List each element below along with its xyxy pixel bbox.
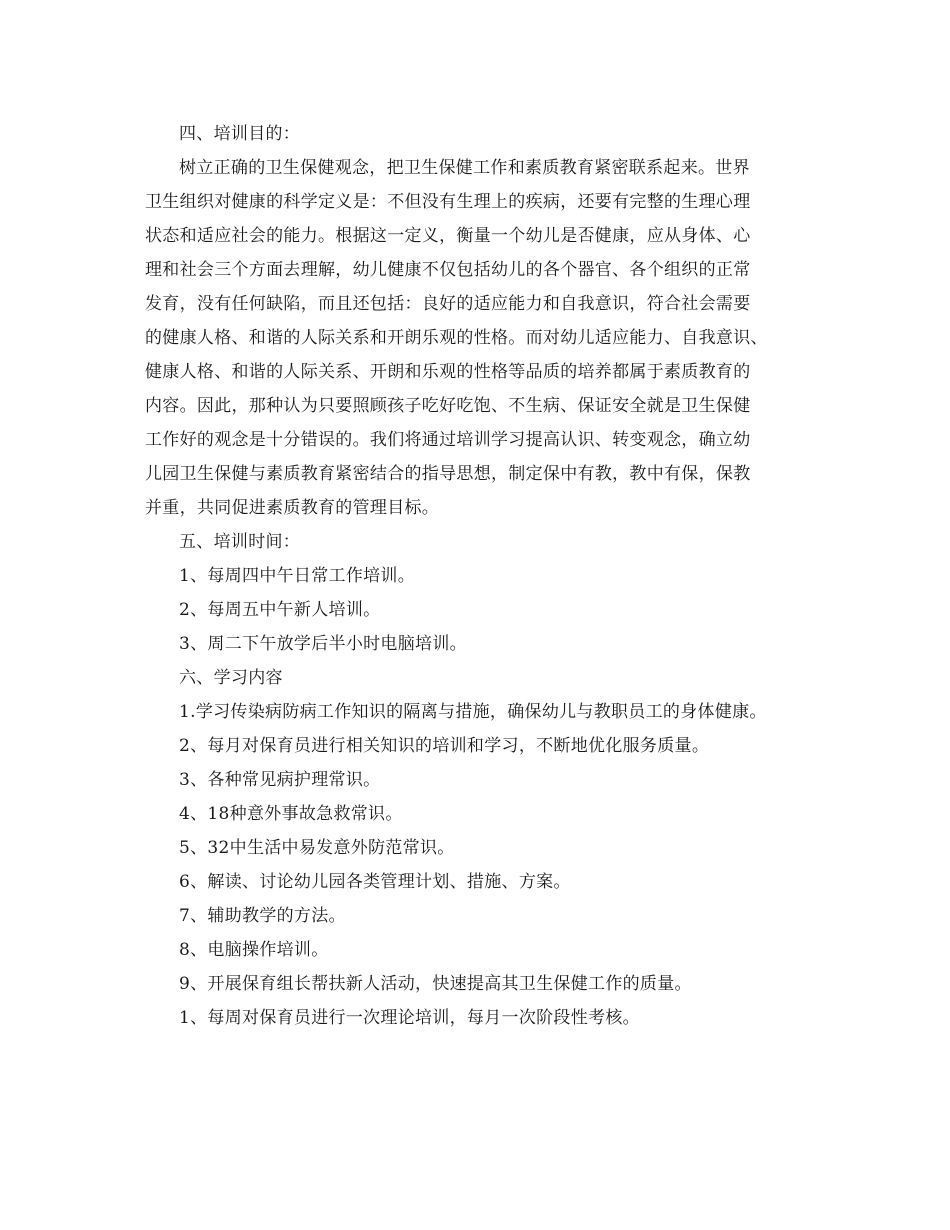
paragraph-line: 内容。因此，那种认为只要照顾孩子吃好吃饱、不生病、保证安全就是卫生保健: [145, 396, 751, 416]
list-item: 3、周二下午放学后半小时电脑培训。: [179, 634, 467, 654]
list-item: 3、各种常见病护理常识。: [179, 770, 381, 790]
paragraph-line: 并重，共同促进素质教育的管理目标。: [145, 498, 440, 518]
list-item: 2、每月对保育员进行相关知识的培训和学习，不断地优化服务质量。: [179, 736, 710, 756]
list-item: 6、解读、讨论幼儿园各类管理计划、措施、方案。: [179, 872, 571, 892]
list-item: 7、辅助教学的方法。: [179, 906, 346, 926]
list-item: 5、32中生活中易发意外防范常识。: [179, 838, 455, 858]
list-item: 8、电脑操作培训。: [179, 940, 329, 960]
paragraph-line: 的健康人格、和谐的人际关系和开朗乐观的性格。而对幼儿适应能力、自我意识、: [145, 328, 768, 348]
list-item: 1、每周四中午日常工作培训。: [179, 566, 416, 586]
paragraph-line: 健康人格、和谐的人际关系、开朗和乐观的性格等品质的培养都属于素质教育的: [145, 362, 751, 382]
section-heading-training-purpose: 四、培训目的：: [179, 124, 301, 144]
section-heading-training-time: 五、培训时间：: [179, 532, 301, 552]
paragraph-line: 发育，没有任何缺陷，而且还包括：良好的适应能力和自我意识，符合社会需要: [145, 294, 751, 314]
paragraph-line: 工作好的观念是十分错误的。我们将通过培训学习提高认识、转变观念，确立幼: [145, 430, 751, 450]
document-body: [145, 117, 815, 1035]
paragraph-line: 状态和适应社会的能力。根据这一定义，衡量一个幼儿是否健康，应从身体、心: [145, 226, 751, 246]
list-item: 2、每周五中午新人培训。: [179, 600, 381, 620]
list-item: 4、18种意外事故急救常识。: [179, 804, 403, 824]
paragraph-line: 理和社会三个方面去理解，幼儿健康不仅包括幼儿的各个器官、各个组织的正常: [145, 260, 751, 280]
paragraph-line: 儿园卫生保健与素质教育紧密结合的指导思想，制定保中有教，教中有保，保教: [145, 464, 751, 484]
list-item: 1.学习传染病防病工作知识的隔离与措施，确保幼儿与教职员工的身体健康。: [179, 702, 767, 722]
paragraph-line: 树立正确的卫生保健观念，把卫生保健工作和素质教育紧密联系起来。世界: [179, 158, 750, 178]
paragraph-line: 卫生组织对健康的科学定义是：不但没有生理上的疾病，还要有完整的生理心理: [145, 192, 751, 212]
list-item: 9、开展保育组长帮扶新人活动，快速提高其卫生保健工作的质量。: [179, 974, 692, 994]
list-item: 1、每周对保育员进行一次理论培训，每月一次阶段性考核。: [179, 1008, 640, 1028]
section-heading-learning-content: 六、学习内容: [179, 668, 283, 688]
